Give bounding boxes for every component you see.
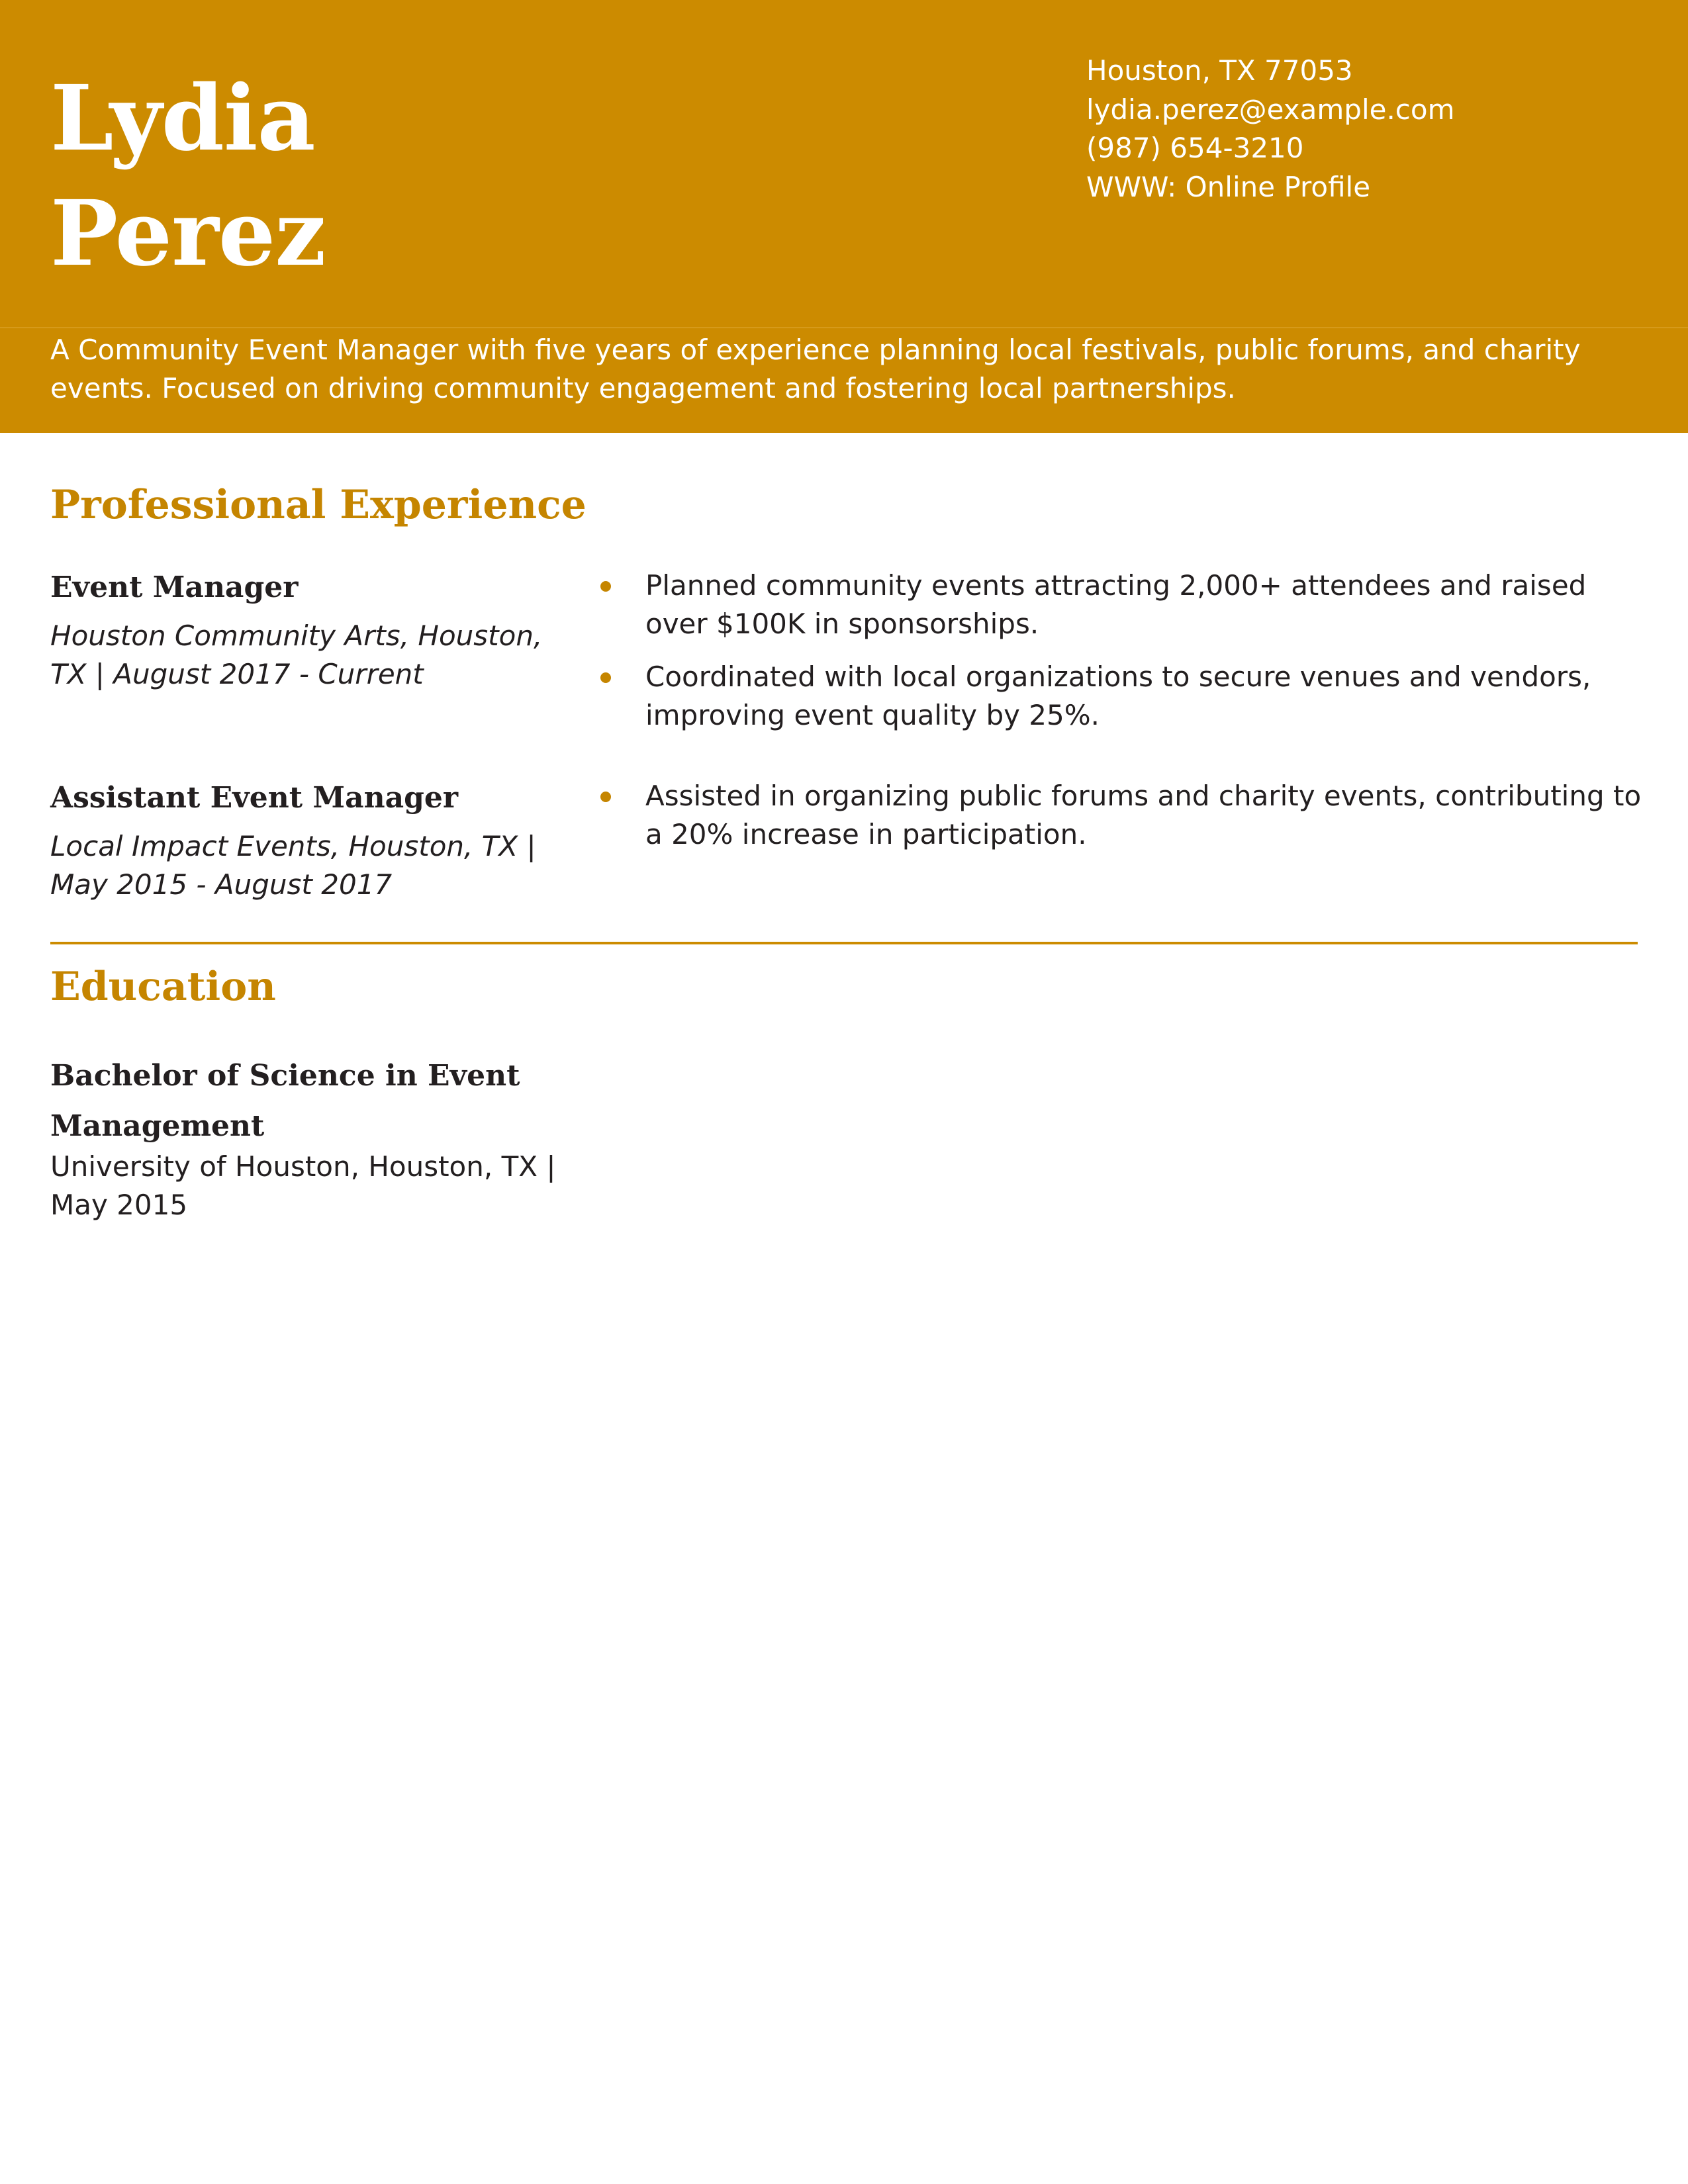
contact-phone: (987) 654-3210 — [1086, 132, 1304, 164]
job-bullet-text: Assisted in organizing public forums and charity events, contributing to a 20% increase in participation. — [645, 780, 1642, 850]
education-section-title: Education — [50, 964, 276, 1010]
job-bullet — [599, 777, 1645, 854]
header-divider — [0, 327, 1688, 328]
contact-address: Houston, TX 77053 — [1086, 54, 1353, 87]
bullet-dot-icon — [600, 672, 611, 683]
job-meta: Local Impact Events, Houston, TX | May 2015 - August 2017 — [50, 830, 536, 901]
contact-website[interactable]: WWW: Online Profile — [1086, 170, 1371, 203]
job-bullet — [599, 658, 1645, 735]
contact-info — [1086, 52, 1656, 206]
job-title: Assistant Event Manager — [50, 781, 459, 815]
job-bullets — [599, 777, 1645, 868]
contact-email[interactable]: lydia.perez@example.com — [1086, 93, 1455, 126]
education-meta: University of Houston, Houston, TX | May 2015 — [50, 1150, 556, 1221]
job-meta: Houston Community Arts, Houston, TX | August 2017 - Current — [50, 619, 543, 690]
bullet-dot-icon — [600, 581, 611, 592]
profile-summary: A Community Event Manager with five years of experience planning local festivals, public forums, and charity events. Focused on driving community engagement and fostering local partnerships. — [50, 334, 1581, 404]
experience-section-title: Professional Experience — [50, 482, 586, 528]
degree-title: Bachelor of Science in Event Management — [50, 1059, 520, 1143]
job-title: Event Manager — [50, 570, 299, 604]
bullet-dot-icon — [600, 792, 611, 802]
job-bullet-text: Planned community events attracting 2,000+ attendees and raised over $100K in sponsorships. — [645, 569, 1587, 640]
job-bullets — [599, 567, 1645, 749]
header-banner — [0, 0, 1688, 433]
last-name: Perez — [50, 181, 326, 287]
first-name: Lydia — [50, 66, 315, 171]
job-bullet — [599, 567, 1645, 643]
job-bullet-text: Coordinated with local organizations to secure venues and vendors, improving event quality by 25%. — [645, 660, 1591, 731]
section-divider — [50, 942, 1638, 944]
candidate-name — [50, 61, 977, 291]
